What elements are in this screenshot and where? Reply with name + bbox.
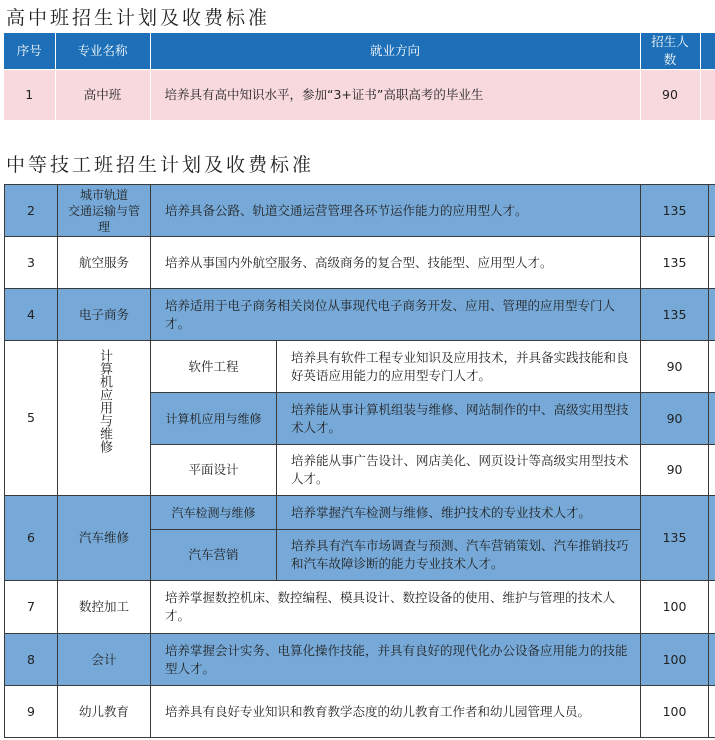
- header-no: 序号: [4, 33, 55, 70]
- table-row: [5, 289, 715, 341]
- row-filler: [709, 581, 715, 634]
- row-filler: [709, 634, 715, 686]
- row-no: 6: [5, 496, 58, 581]
- row-filler: [709, 496, 715, 581]
- technical-table: [4, 184, 715, 738]
- row-major: 汽车维修: [58, 496, 151, 581]
- row-desc: 培养具有良好专业知识和教育教学态度的幼儿教育工作者和幼儿园管理人员。: [151, 686, 641, 738]
- table-header-row: [4, 33, 715, 70]
- row-no: 5: [5, 341, 58, 496]
- row-major: 城市轨道 交通运输与管理: [58, 185, 151, 237]
- row-desc: 培养从事国内外航空服务、高级商务的复合型、技能型、应用型人才。: [151, 237, 641, 289]
- row-no: 2: [5, 185, 58, 237]
- sub-desc: 培养能从事计算机组装与维修、网站制作的中、高级实用型技术人才。: [277, 393, 641, 445]
- row-major: 电子商务: [58, 289, 151, 341]
- row-count: 135: [641, 496, 709, 581]
- row-no: 7: [5, 581, 58, 634]
- table-row: [5, 496, 715, 530]
- row-count: 135: [641, 237, 709, 289]
- sub-major: 汽车检测与维修: [151, 496, 277, 530]
- row-major: 幼儿教育: [58, 686, 151, 738]
- row-count: 100: [641, 686, 709, 738]
- row-desc: 培养具有高中知识水平，参加“3+证书”高职高考的毕业生: [150, 70, 640, 121]
- row-major: 计算机应用与维修: [58, 341, 151, 496]
- table-row: [5, 185, 715, 237]
- sub-desc: 培养具有软件工程专业知识及应用技术，并具备实践技能和良好英语应用能力的应用型专门人才。: [277, 341, 641, 393]
- row-no: 9: [5, 686, 58, 738]
- table-row: [5, 237, 715, 289]
- row-filler: [709, 686, 715, 738]
- row-filler: [700, 70, 715, 121]
- sub-desc: 培养掌握汽车检测与维修、维护技术的专业技术人才。: [277, 496, 641, 530]
- section-title-high-school: 高中班招生计划及收费标准: [6, 7, 271, 29]
- table-row: [5, 686, 715, 738]
- row-no: 4: [5, 289, 58, 341]
- row-filler: [709, 393, 715, 445]
- row-major: 会计: [58, 634, 151, 686]
- row-filler: [709, 185, 715, 237]
- header-employment: 就业方向: [150, 33, 640, 70]
- sub-desc: 培养能从事广告设计、网店美化、网页设计等高级实用型技术人才。: [277, 445, 641, 496]
- header-filler: [700, 33, 715, 70]
- sub-major: 计算机应用与维修: [151, 393, 277, 445]
- row-desc: 培养掌握会计实务、电算化操作技能，并具有良好的现代化办公设备应用能力的技能型人才。: [151, 634, 641, 686]
- row-desc: 培养具备公路、轨道交通运营管理各环节运作能力的应用型人才。: [151, 185, 641, 237]
- row-desc: 培养掌握数控机床、数控编程、模具设计、数控设备的使用、维护与管理的技术人才。: [151, 581, 641, 634]
- row-count: 135: [641, 289, 709, 341]
- row-desc: 培养适用于电子商务相关岗位从事现代电子商务开发、应用、管理的应用型专门人才。: [151, 289, 641, 341]
- table-row: [4, 70, 715, 121]
- header-major: 专业名称: [55, 33, 150, 70]
- sub-desc: 培养具有汽车市场调查与预测、汽车营销策划、汽车推销技巧和汽车故障诊断的能力专业技术人才。: [277, 530, 641, 581]
- row-count: 135: [641, 185, 709, 237]
- row-filler: [709, 445, 715, 496]
- row-major: 高中班: [55, 70, 150, 121]
- sub-major: 汽车营销: [151, 530, 277, 581]
- table-row: [5, 581, 715, 634]
- section-title-technical: 中等技工班招生计划及收费标准: [6, 154, 315, 176]
- row-filler: [709, 289, 715, 341]
- row-no: 1: [4, 70, 55, 121]
- header-count: 招生人数: [640, 33, 700, 70]
- sub-count: 90: [641, 341, 709, 393]
- row-no: 8: [5, 634, 58, 686]
- row-count: 90: [640, 70, 700, 121]
- row-count: 100: [641, 634, 709, 686]
- row-count: 100: [641, 581, 709, 634]
- sub-major: 平面设计: [151, 445, 277, 496]
- sub-count: 90: [641, 445, 709, 496]
- row-major: 数控加工: [58, 581, 151, 634]
- row-filler: [709, 237, 715, 289]
- table-row: [5, 341, 715, 393]
- row-major: 航空服务: [58, 237, 151, 289]
- sub-count: 90: [641, 393, 709, 445]
- row-filler: [709, 341, 715, 393]
- sub-major: 软件工程: [151, 341, 277, 393]
- table-row: [5, 634, 715, 686]
- high-school-table: [4, 33, 715, 120]
- row-no: 3: [5, 237, 58, 289]
